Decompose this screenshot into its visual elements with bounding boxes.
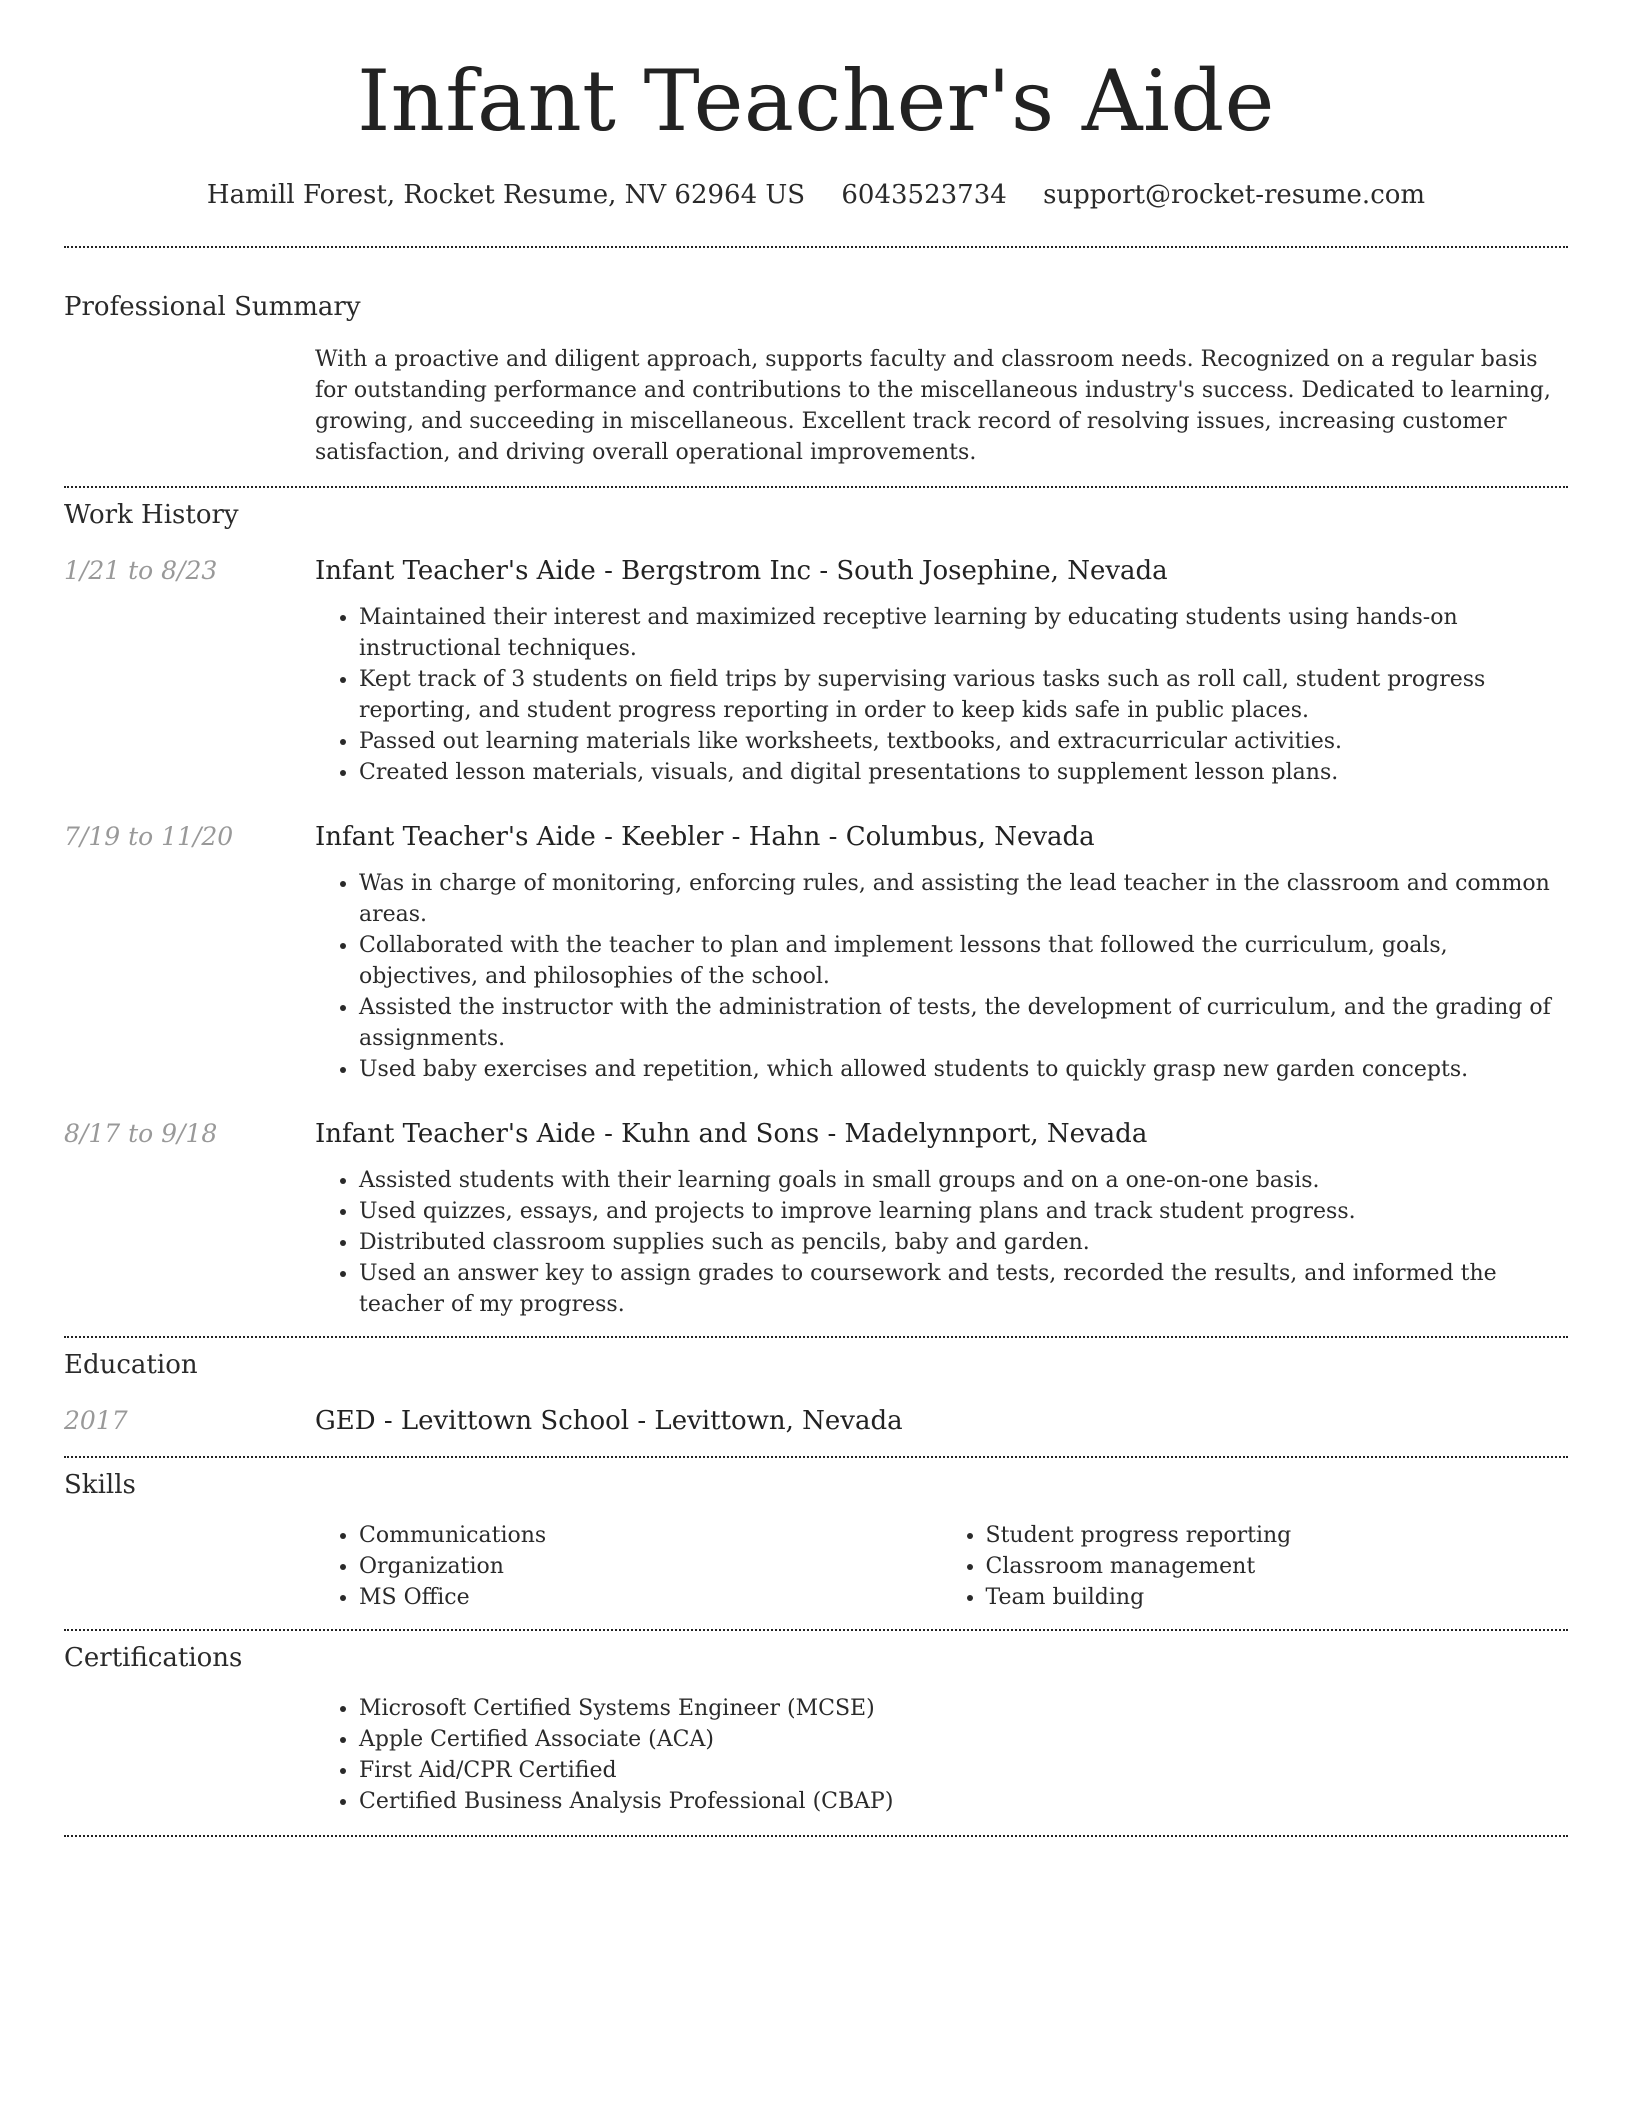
certifications-list <box>315 1693 1568 1817</box>
job-date: 7/19 to 11/20 <box>64 822 234 851</box>
job-duty: • Collaborated with the teacher to plan and implement lessons that followed the curriculum, goals, objectives, and philosophies of the school. <box>359 930 1568 992</box>
skill-item: • Communications <box>359 1520 942 1551</box>
job-entry <box>64 820 1568 1085</box>
skills-heading: Skills <box>64 1470 136 1500</box>
skills-column-right <box>942 1520 1569 1613</box>
certification-item: • First Aid/CPR Certified <box>359 1755 1568 1786</box>
skill-item: • Student progress reporting <box>986 1520 1569 1551</box>
skills-list <box>315 1520 1568 1613</box>
summary-text: With a proactive and diligent approach, supports faculty and classroom needs. Recognized on a regular basis for outstanding performance and contributions to the miscellaneous industry's success. Dedicated to learning, growing, and succeeding in miscellaneous. Excellent track record of resolving issues, increasing customer satisfaction, and driving overall operational improvements. <box>315 347 1551 465</box>
job-duty: • Passed out learning materials like worksheets, textbooks, and extracurricular activities. <box>359 726 1568 757</box>
job-duties <box>315 868 1568 1085</box>
resume-page <box>64 0 1568 1837</box>
job-duties <box>315 1165 1568 1320</box>
work-history-section <box>64 488 1568 1320</box>
skill-item: • Classroom management <box>986 1551 1569 1582</box>
education-entry <box>64 1404 1568 1438</box>
job-duty: • Created lesson materials, visuals, and digital presentations to supplement lesson plans. <box>359 757 1568 788</box>
job-title: Infant Teacher's Aide - Kuhn and Sons - Madelynnport, Nevada <box>315 1119 1148 1149</box>
job-title: Infant Teacher's Aide - Keebler - Hahn - Columbus, Nevada <box>315 822 1095 852</box>
candidate-name: Infant Teacher's Aide <box>357 52 1275 150</box>
skill-item: • Team building <box>986 1582 1569 1613</box>
skill-item: • Organization <box>359 1551 942 1582</box>
contact-phone: 6043523734 <box>841 180 1007 210</box>
job-duties <box>315 602 1568 788</box>
contact-email: support@rocket-resume.com <box>1043 180 1426 210</box>
certification-item: • Certified Business Analysis Professional (CBAP) <box>359 1786 1568 1817</box>
divider <box>64 1835 1568 1837</box>
job-duty: • Assisted the instructor with the administration of tests, the development of curriculum, and the grading of assignments. <box>359 992 1568 1054</box>
education-title: GED - Levittown School - Levittown, Nevada <box>315 1406 903 1436</box>
job-duty: • Distributed classroom supplies such as pencils, baby and garden. <box>359 1227 1568 1258</box>
contact-address: Hamill Forest, Rocket Resume, NV 62964 US <box>206 180 806 210</box>
job-duty: • Used an answer key to assign grades to coursework and tests, recorded the results, and informed the teacher of my progress. <box>359 1258 1568 1320</box>
job-entry <box>64 554 1568 788</box>
certification-item: • Apple Certified Associate (ACA) <box>359 1724 1568 1755</box>
certifications-section <box>64 1631 1568 1817</box>
job-date: 8/17 to 9/18 <box>64 1119 218 1148</box>
job-entry <box>64 1117 1568 1320</box>
education-heading: Education <box>64 1350 198 1380</box>
skills-section <box>64 1458 1568 1613</box>
job-duty: • Was in charge of monitoring, enforcing rules, and assisting the lead teacher in the classroom and common areas. <box>359 868 1568 930</box>
job-duty: • Used baby exercises and repetition, which allowed students to quickly grasp new garden concepts. <box>359 1054 1568 1085</box>
skills-column-left <box>315 1520 942 1613</box>
job-duty: • Assisted students with their learning goals in small groups and on a one-on-one basis. <box>359 1165 1568 1196</box>
summary-section <box>64 248 1568 468</box>
certifications-heading: Certifications <box>64 1643 243 1673</box>
summary-heading: Professional Summary <box>64 292 361 322</box>
job-duty: • Maintained their interest and maximized receptive learning by educating students using hands-on instructional techniques. <box>359 602 1568 664</box>
job-date: 1/21 to 8/23 <box>64 556 218 585</box>
contact-line <box>64 178 1568 212</box>
education-section <box>64 1338 1568 1438</box>
work-history-heading: Work History <box>64 500 239 530</box>
certification-item: • Microsoft Certified Systems Engineer (MCSE) <box>359 1693 1568 1724</box>
job-title: Infant Teacher's Aide - Bergstrom Inc - South Josephine, Nevada <box>315 556 1168 586</box>
education-date: 2017 <box>64 1406 128 1435</box>
skill-item: • MS Office <box>359 1582 942 1613</box>
job-duty: • Kept track of 3 students on field trips by supervising various tasks such as roll call, student progress reporting, and student progress reporting in order to keep kids safe in public places. <box>359 664 1568 726</box>
job-duty: • Used quizzes, essays, and projects to improve learning plans and track student progress. <box>359 1196 1568 1227</box>
